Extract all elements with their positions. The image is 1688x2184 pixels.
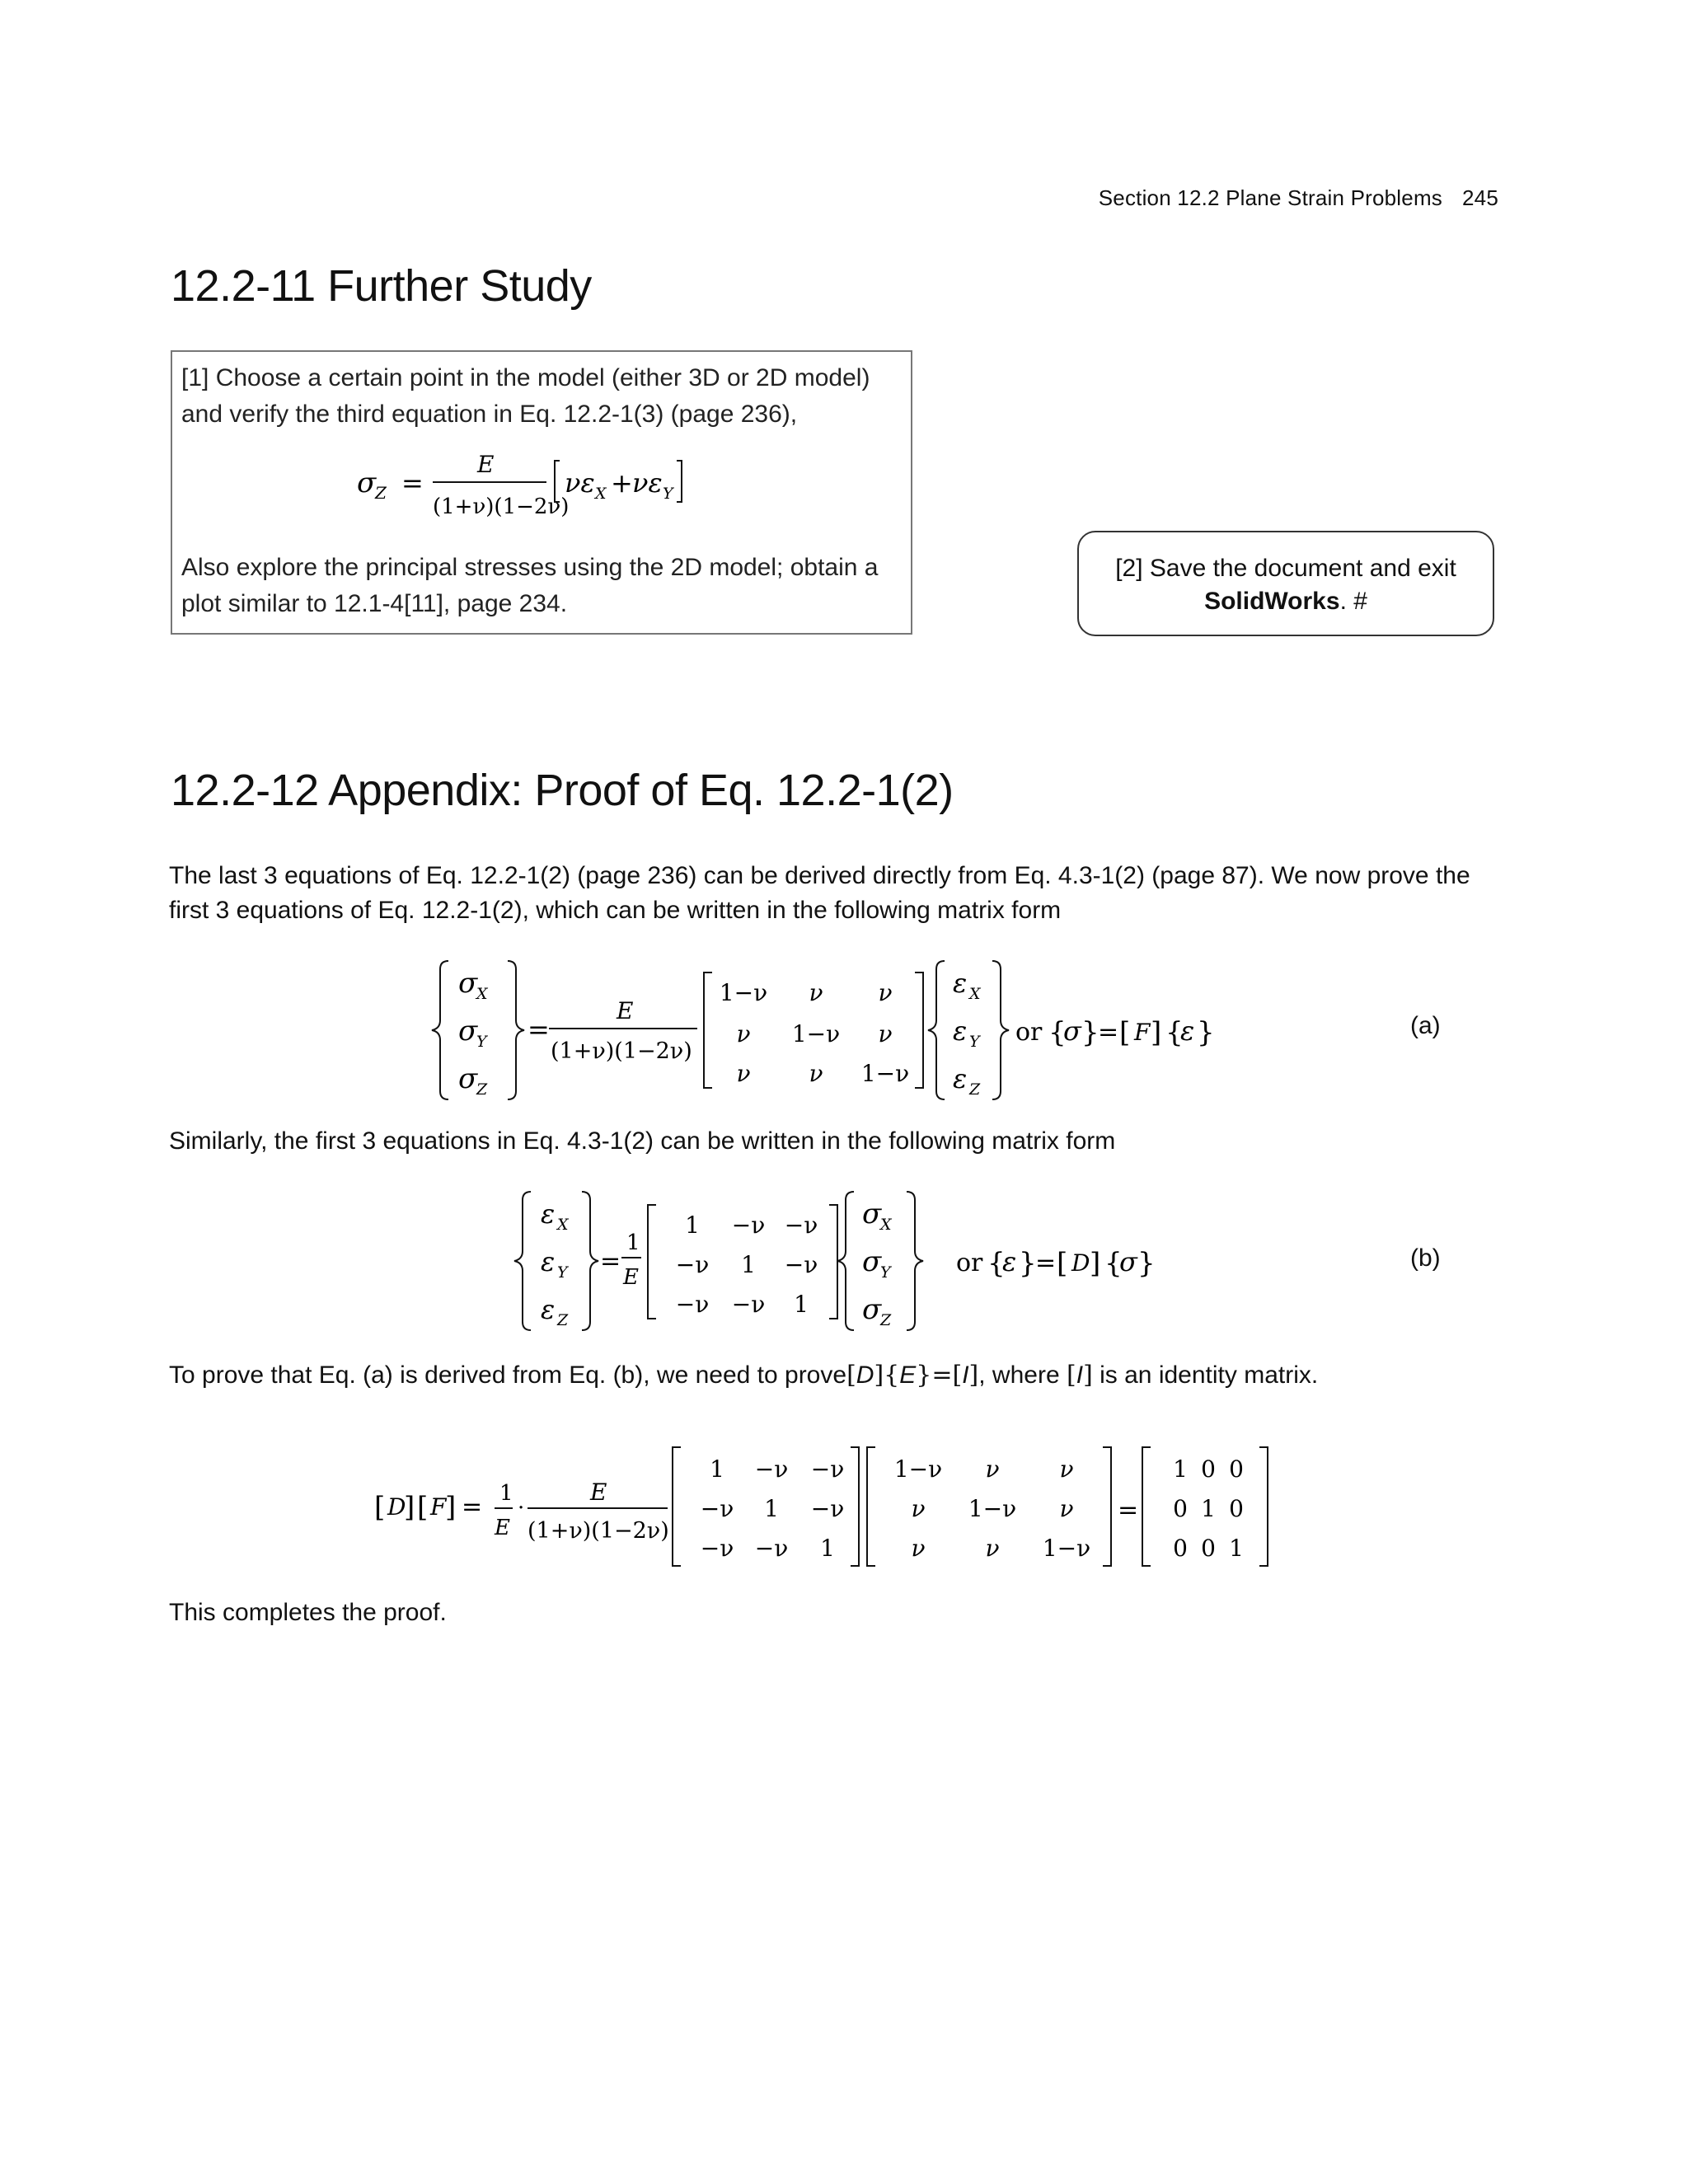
svg-text:ν: ν: [911, 1535, 926, 1562]
svg-text:ε: ε: [953, 968, 968, 999]
svg-text:ν: ν: [809, 1060, 823, 1087]
svg-text:ε: ε: [1180, 1015, 1195, 1047]
svg-text:1: 1: [1229, 1535, 1244, 1562]
svg-text:0: 0: [1173, 1495, 1188, 1522]
svg-text:ν: ν: [911, 1495, 926, 1522]
svg-text:=: =: [462, 1493, 483, 1521]
svg-text:ν: ν: [985, 1455, 1000, 1483]
svg-text:σ: σ: [458, 967, 478, 1000]
svg-text:{: {: [1048, 1016, 1067, 1049]
equation-b: [511, 1187, 1187, 1335]
svg-text:ν: ν: [985, 1535, 1000, 1562]
svg-text:νε: νε: [632, 467, 663, 499]
eq-E: E: [477, 451, 495, 478]
svg-text:1−ν: 1−ν: [893, 1455, 943, 1483]
svg-text:ε: ε: [541, 1294, 556, 1325]
svg-text:0: 0: [1201, 1535, 1216, 1562]
svg-text:]: ]: [404, 1491, 415, 1524]
svg-text:]: ]: [1151, 1016, 1162, 1049]
study-box-2: [1077, 531, 1494, 636]
svg-text:−ν: −ν: [810, 1495, 845, 1522]
svg-text:1: 1: [626, 1230, 640, 1255]
svg-text:[: [: [417, 1491, 429, 1524]
appendix-para2: Similarly, the first 3 equations in Eq. 4.3-1(2) can be written in the following matrix form: [169, 1127, 1116, 1155]
svg-text:Z: Z: [557, 1311, 569, 1329]
svg-text:1: 1: [820, 1535, 835, 1562]
svg-text:−ν: −ν: [810, 1455, 845, 1483]
svg-text:σ: σ: [862, 1197, 882, 1230]
svg-text:1: 1: [741, 1251, 756, 1278]
running-header: [1099, 185, 1498, 211]
svg-text:=: =: [600, 1247, 621, 1276]
svg-text:1−ν: 1−ν: [1042, 1535, 1091, 1562]
svg-text:or: or: [1015, 1018, 1043, 1047]
svg-text:σ: σ: [458, 1062, 478, 1095]
svg-text:ν: ν: [1059, 1455, 1074, 1483]
svg-text:]: ]: [1090, 1247, 1101, 1280]
svg-text:F: F: [430, 1493, 447, 1521]
svg-text:]: ]: [445, 1491, 457, 1524]
svg-text:ε: ε: [541, 1246, 556, 1277]
svg-text:1−ν: 1−ν: [968, 1495, 1017, 1522]
appendix-para1-line2: first 3 equations of Eq. 12.2-1(2), which can be written in the following matrix form: [169, 897, 1062, 924]
svg-text:E: E: [623, 1265, 639, 1290]
svg-text:σ: σ: [458, 1015, 478, 1047]
box2-line1: [2] Save the document and exit: [1115, 555, 1456, 582]
svg-text:σ: σ: [862, 1245, 882, 1278]
svg-text:1: 1: [1173, 1455, 1188, 1483]
box1-line2: and verify the third equation in Eq. 12.2-1(3) (page 236),: [181, 401, 798, 428]
svg-text:ε: ε: [541, 1198, 556, 1230]
svg-text:(1+ν)(1−2ν): (1+ν)(1−2ν): [528, 1518, 669, 1544]
svg-text:}: }: [1137, 1247, 1156, 1280]
svg-text:=: =: [1035, 1249, 1057, 1277]
svg-text:{: {: [987, 1247, 1006, 1280]
svg-text:{: {: [1104, 1247, 1123, 1280]
svg-text:ν: ν: [736, 1060, 751, 1087]
page-number: 245: [1462, 185, 1498, 210]
appendix-para1-line1: The last 3 equations of Eq. 12.2-1(2) (page 236) can be derived directly from Eq. 4.3-1(2) (page 87). We now prove the: [169, 862, 1470, 889]
box1-line3: Also explore the principal stresses using the 2D model; obtain a: [181, 554, 879, 581]
svg-text:X: X: [880, 1216, 892, 1234]
svg-text:−ν: −ν: [731, 1212, 766, 1239]
svg-text:1−ν: 1−ν: [860, 1060, 910, 1087]
svg-text:X: X: [476, 985, 488, 1003]
svg-text:·: ·: [518, 1496, 525, 1521]
svg-text:(1+ν)(1−2ν): (1+ν)(1−2ν): [551, 1038, 692, 1064]
svg-text:νε: νε: [565, 467, 595, 499]
svg-text:−ν: −ν: [700, 1495, 734, 1522]
svg-text:1: 1: [794, 1291, 809, 1318]
svg-text:or: or: [956, 1249, 983, 1277]
svg-text:Z: Z: [375, 483, 387, 503]
svg-text:+: +: [611, 467, 633, 499]
svg-text:1: 1: [685, 1212, 700, 1239]
svg-text:}: }: [1081, 1016, 1100, 1049]
equation-a: [429, 956, 1253, 1104]
svg-text:0: 0: [1229, 1455, 1244, 1483]
svg-text:Z: Z: [880, 1311, 892, 1329]
svg-text:[: [: [1057, 1247, 1068, 1280]
svg-text:−ν: −ν: [784, 1251, 818, 1278]
svg-text:X: X: [557, 1216, 569, 1234]
svg-text:D: D: [387, 1493, 406, 1521]
svg-text:}: }: [1197, 1016, 1215, 1049]
identity-proof-equation: [371, 1442, 1311, 1574]
svg-text:Y: Y: [476, 1033, 487, 1051]
study-box-1: [171, 350, 912, 635]
svg-text:Y: Y: [557, 1263, 568, 1282]
svg-text:=: =: [1098, 1018, 1119, 1047]
svg-text:−ν: −ν: [675, 1251, 710, 1278]
svg-text:[: [: [374, 1491, 386, 1524]
svg-text:ν: ν: [878, 1020, 893, 1047]
svg-text:−ν: −ν: [754, 1535, 789, 1562]
svg-text:E: E: [590, 1479, 607, 1506]
svg-text:ν: ν: [736, 1020, 751, 1047]
eq-denominator: (1+ν)(1−2ν): [433, 494, 570, 519]
svg-text:0: 0: [1201, 1455, 1216, 1483]
svg-text:ε: ε: [1002, 1246, 1017, 1277]
appendix-heading: 12.2-12 Appendix: Proof of Eq. 12.2-1(2): [171, 766, 954, 815]
svg-text:σ: σ: [357, 466, 377, 499]
svg-text:Z: Z: [969, 1080, 981, 1099]
svg-text:−ν: −ν: [700, 1535, 734, 1562]
svg-text:−ν: −ν: [754, 1455, 789, 1483]
svg-text:−ν: −ν: [784, 1212, 818, 1239]
box2-line2: SolidWorks. #: [1204, 588, 1367, 615]
appendix-para3: To prove that Eq. (a) is derived from Eq. (b), we need to prove[D]{E}=[I], where [I] is an identity matrix.: [169, 1361, 1319, 1390]
svg-text:ε: ε: [953, 1015, 968, 1047]
svg-text:σ: σ: [862, 1293, 882, 1326]
solidworks-label: SolidWorks: [1204, 588, 1340, 615]
svg-text:0: 0: [1173, 1535, 1188, 1562]
svg-text:σ: σ: [1063, 1015, 1081, 1047]
svg-text:[: [: [1119, 1016, 1131, 1049]
equation-a-label: (a): [1410, 1012, 1441, 1039]
svg-text:ν: ν: [878, 979, 893, 1006]
equation-b-label: (b): [1410, 1244, 1441, 1272]
svg-text:1: 1: [1201, 1495, 1216, 1522]
box1-line1: [1] Choose a certain point in the model (either 3D or 2D model): [181, 364, 870, 391]
svg-text:σ: σ: [1119, 1246, 1137, 1277]
svg-text:−ν: −ν: [675, 1291, 710, 1318]
svg-text:=: =: [401, 467, 424, 499]
svg-text:1: 1: [499, 1481, 513, 1506]
svg-text:=: =: [1118, 1496, 1139, 1525]
svg-text:X: X: [969, 985, 981, 1003]
box1-line4: plot similar to 12.1-4[11], page 234.: [181, 590, 568, 617]
appendix-para4: This completes the proof.: [169, 1599, 447, 1626]
svg-text:ε: ε: [953, 1063, 968, 1094]
svg-text:D: D: [1071, 1249, 1090, 1277]
svg-text:Y: Y: [663, 485, 673, 503]
svg-text:−ν: −ν: [731, 1291, 766, 1318]
svg-text:Z: Z: [476, 1080, 488, 1099]
svg-text:Y: Y: [880, 1263, 891, 1282]
svg-text:1−ν: 1−ν: [719, 979, 768, 1006]
svg-text:X: X: [595, 485, 607, 503]
further-study-heading: 12.2-11 Further Study: [171, 261, 592, 311]
sigma-z-equation: [354, 443, 724, 541]
svg-text:E: E: [617, 997, 634, 1024]
svg-text:Y: Y: [969, 1033, 980, 1051]
svg-text:1−ν: 1−ν: [791, 1020, 841, 1047]
svg-text:ν: ν: [809, 979, 823, 1006]
svg-text:=: =: [528, 1014, 550, 1045]
svg-text:1: 1: [764, 1495, 779, 1522]
svg-text:1: 1: [710, 1455, 724, 1483]
svg-text:E: E: [495, 1516, 510, 1540]
svg-text:F: F: [1134, 1019, 1151, 1046]
svg-text:{: {: [1165, 1016, 1184, 1049]
header-section: Section 12.2 Plane Strain Problems: [1098, 185, 1443, 210]
svg-text:ν: ν: [1059, 1495, 1074, 1522]
svg-text:0: 0: [1229, 1495, 1244, 1522]
svg-text:}: }: [1019, 1247, 1037, 1280]
